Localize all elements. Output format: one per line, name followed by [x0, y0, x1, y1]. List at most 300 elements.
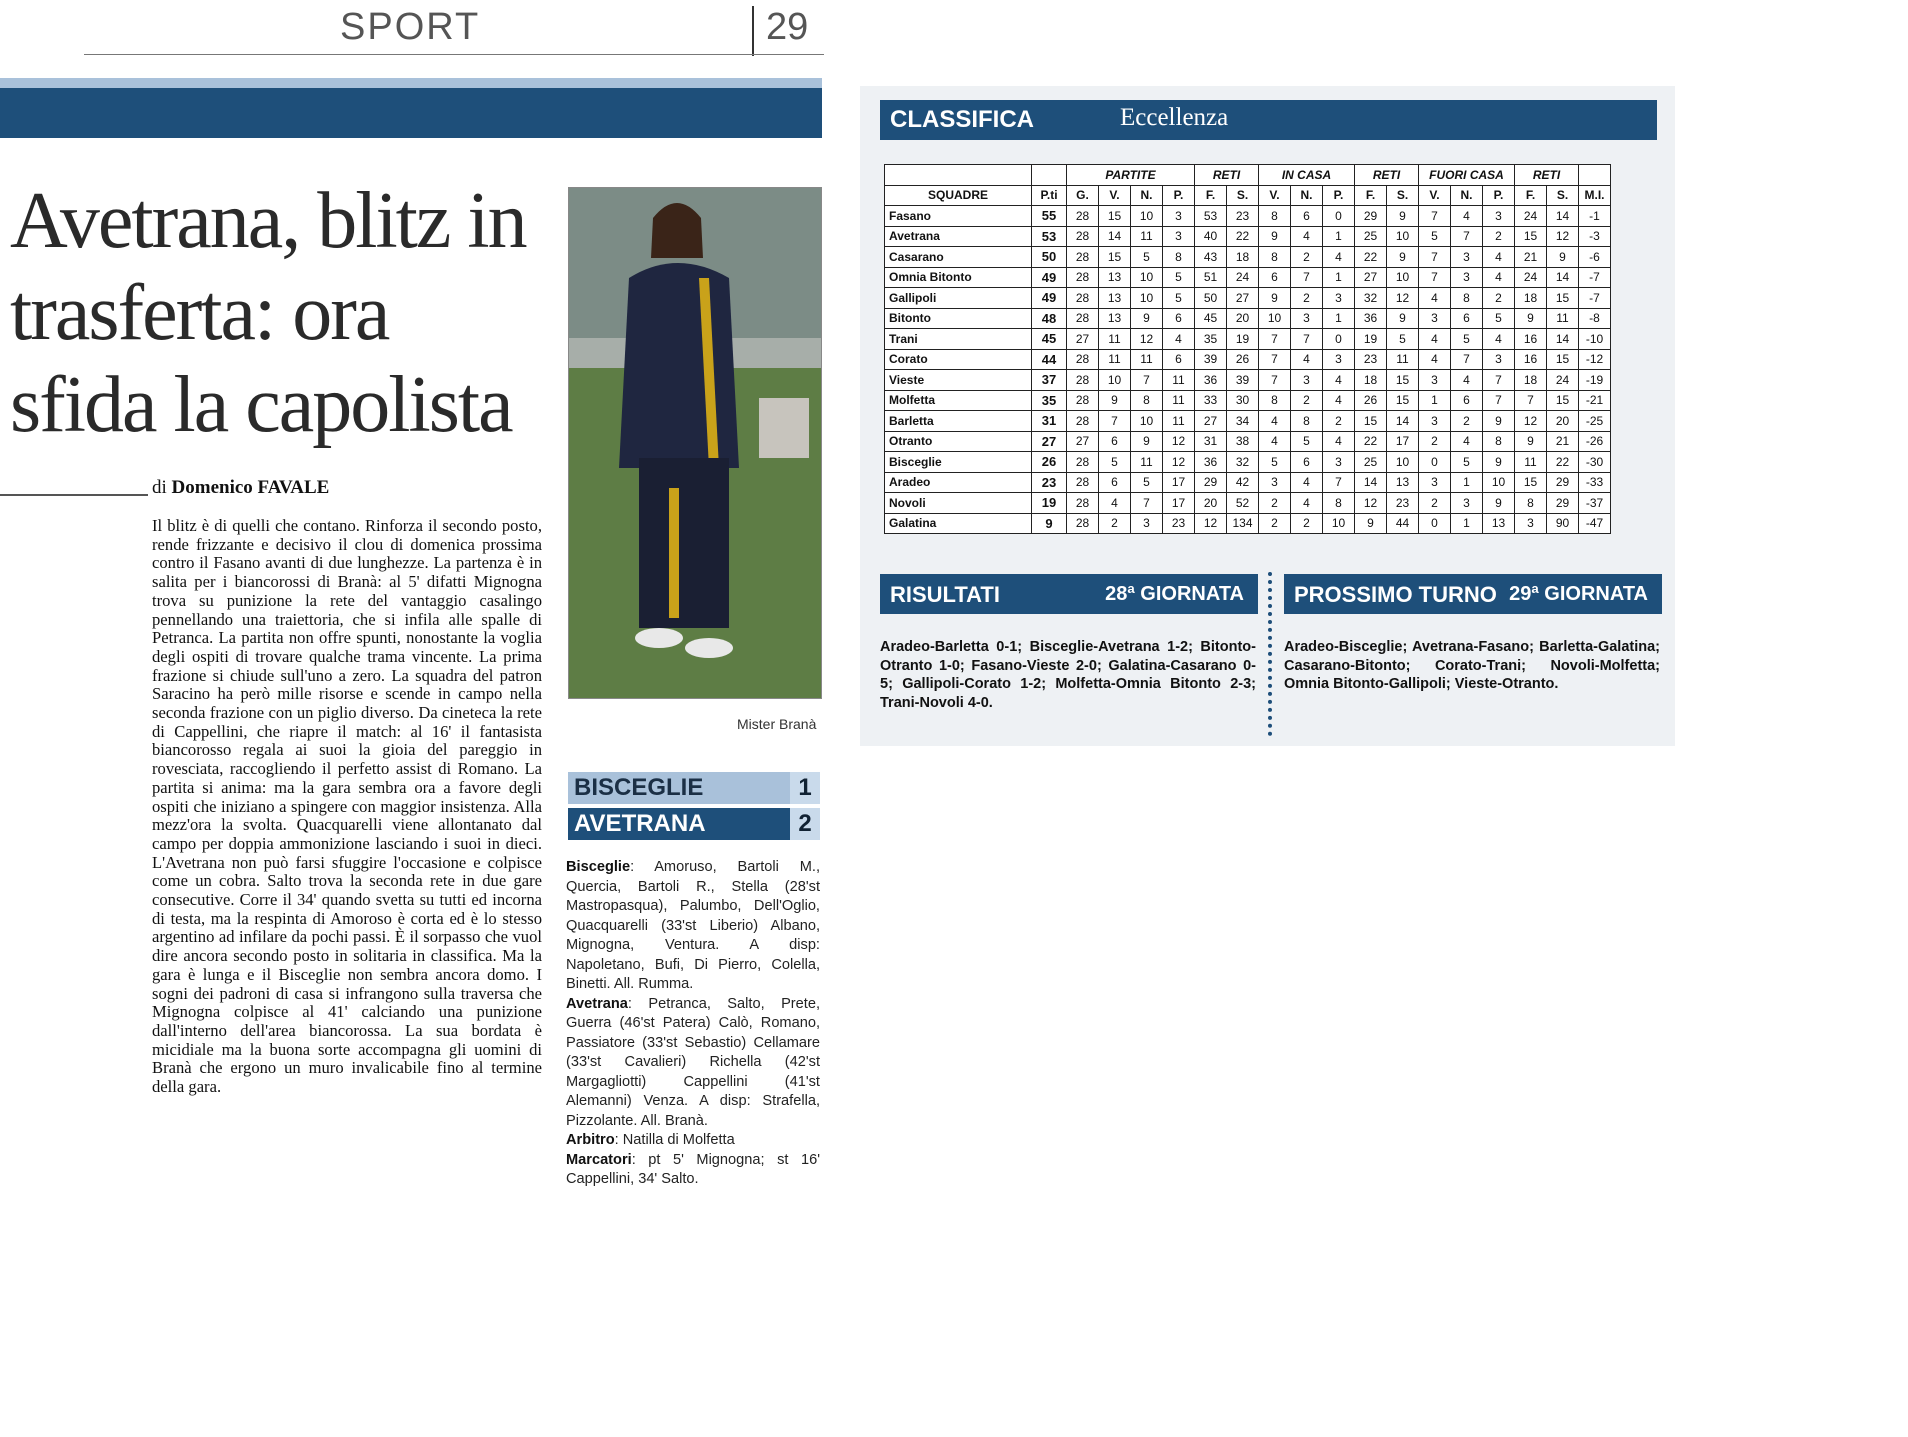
points-cell: 26 — [1032, 452, 1067, 473]
stat-cell: 34 — [1227, 411, 1259, 432]
stat-cell: 16 — [1515, 349, 1547, 370]
stat-cell: 6 — [1099, 472, 1131, 493]
stat-cell: 13 — [1099, 288, 1131, 309]
column-header: V. — [1099, 185, 1131, 206]
stat-cell: 23 — [1163, 513, 1195, 534]
stat-cell: 9 — [1387, 308, 1419, 329]
stat-cell: 17 — [1387, 431, 1419, 452]
stat-cell: 10 — [1387, 226, 1419, 247]
stat-cell: 23 — [1387, 493, 1419, 514]
stat-cell: 11 — [1131, 226, 1163, 247]
stat-cell: 2 — [1291, 247, 1323, 268]
table-row — [885, 513, 1611, 534]
stat-cell: 35 — [1195, 329, 1227, 350]
referee-label: Arbitro — [566, 1132, 615, 1148]
stat-cell: 31 — [1195, 431, 1227, 452]
column-header-row — [885, 185, 1611, 206]
stat-cell: 25 — [1355, 226, 1387, 247]
stat-cell: 5 — [1451, 452, 1483, 473]
stat-cell: 5 — [1099, 452, 1131, 473]
stat-cell: 9 — [1547, 247, 1579, 268]
stat-cell: 2 — [1419, 493, 1451, 514]
stat-cell: 16 — [1515, 329, 1547, 350]
column-header: P. — [1483, 185, 1515, 206]
decorative-band — [0, 88, 822, 138]
points-cell: 44 — [1032, 349, 1067, 370]
column-header: N. — [1451, 185, 1483, 206]
stat-cell: 26 — [1227, 349, 1259, 370]
group-header-empty — [1032, 165, 1067, 186]
stat-cell: 4 — [1451, 431, 1483, 452]
stat-cell: 13 — [1099, 267, 1131, 288]
stat-cell: 12 — [1387, 288, 1419, 309]
stat-cell: 10 — [1483, 472, 1515, 493]
stat-cell: 5 — [1163, 288, 1195, 309]
stat-cell: 2 — [1291, 288, 1323, 309]
stat-cell: 22 — [1547, 452, 1579, 473]
scorers — [566, 1151, 820, 1190]
stat-cell: 3 — [1131, 513, 1163, 534]
stat-cell: 14 — [1387, 411, 1419, 432]
stat-cell: 28 — [1067, 308, 1099, 329]
team-name-cell: Gallipoli — [885, 288, 1032, 309]
points-cell: 48 — [1032, 308, 1067, 329]
stat-cell: 27 — [1227, 288, 1259, 309]
stat-cell: 40 — [1195, 226, 1227, 247]
stat-cell: 3 — [1163, 226, 1195, 247]
stat-cell: 3 — [1451, 493, 1483, 514]
stat-cell: 4 — [1483, 329, 1515, 350]
column-header: S. — [1227, 185, 1259, 206]
photo-caption: Mister Branà — [737, 716, 817, 732]
stat-cell: 5 — [1483, 308, 1515, 329]
stat-cell: 3 — [1419, 472, 1451, 493]
stat-cell: 2 — [1259, 493, 1291, 514]
stat-cell: 9 — [1515, 431, 1547, 452]
team-name-cell: Galatina — [885, 513, 1032, 534]
stat-cell: 38 — [1227, 431, 1259, 452]
stat-cell: 4 — [1291, 349, 1323, 370]
stat-cell: 9 — [1099, 390, 1131, 411]
stat-cell: 39 — [1227, 370, 1259, 391]
table-row — [885, 308, 1611, 329]
stat-cell: 9 — [1483, 493, 1515, 514]
stat-cell: 15 — [1547, 349, 1579, 370]
stat-cell: 15 — [1387, 390, 1419, 411]
stat-cell: 14 — [1547, 206, 1579, 227]
stat-cell: 2 — [1419, 431, 1451, 452]
stat-cell: 7 — [1451, 349, 1483, 370]
stat-cell: 7 — [1419, 247, 1451, 268]
stat-cell: 20 — [1547, 411, 1579, 432]
stat-cell: 8 — [1291, 411, 1323, 432]
stat-cell: 23 — [1355, 349, 1387, 370]
stat-cell: 4 — [1259, 411, 1291, 432]
stat-cell: 27 — [1355, 267, 1387, 288]
stat-cell: 4 — [1323, 370, 1355, 391]
stat-cell: 20 — [1195, 493, 1227, 514]
table-row — [885, 267, 1611, 288]
stat-cell: -7 — [1579, 267, 1611, 288]
stat-cell: 9 — [1131, 431, 1163, 452]
stat-cell: 9 — [1259, 226, 1291, 247]
stat-cell: 28 — [1067, 267, 1099, 288]
stat-cell: 7 — [1259, 349, 1291, 370]
standings-table — [884, 164, 1611, 534]
column-header: F. — [1195, 185, 1227, 206]
away-lineup-label: Avetrana — [566, 995, 628, 1012]
stat-cell: 3 — [1323, 349, 1355, 370]
stat-cell: 15 — [1099, 206, 1131, 227]
team-name-cell: Casarano — [885, 247, 1032, 268]
table-row — [885, 452, 1611, 473]
stat-cell: 12 — [1131, 329, 1163, 350]
stat-cell: 4 — [1483, 247, 1515, 268]
away-team-goals: 2 — [790, 808, 820, 840]
points-cell: 49 — [1032, 288, 1067, 309]
stat-cell: 14 — [1547, 329, 1579, 350]
stat-cell: 6 — [1163, 349, 1195, 370]
stat-cell: 29 — [1547, 493, 1579, 514]
points-cell: 50 — [1032, 247, 1067, 268]
stat-cell: -25 — [1579, 411, 1611, 432]
stat-cell: 10 — [1131, 288, 1163, 309]
stat-cell: 4 — [1419, 349, 1451, 370]
next-round-round: 29ª GIORNATA — [1509, 583, 1648, 605]
stat-cell: 3 — [1419, 370, 1451, 391]
table-row — [885, 431, 1611, 452]
table-row — [885, 206, 1611, 227]
stat-cell: 25 — [1355, 452, 1387, 473]
stat-cell: 28 — [1067, 247, 1099, 268]
stat-cell: 6 — [1451, 390, 1483, 411]
stat-cell: 12 — [1163, 431, 1195, 452]
group-header: RETI — [1515, 165, 1579, 186]
results-round: 28ª GIORNATA — [1105, 583, 1244, 605]
team-name-cell: Novoli — [885, 493, 1032, 514]
points-cell: 37 — [1032, 370, 1067, 391]
stat-cell: 1 — [1451, 513, 1483, 534]
points-cell: 35 — [1032, 390, 1067, 411]
column-header: SQUADRE — [885, 185, 1032, 206]
stat-cell: 7 — [1419, 267, 1451, 288]
team-name-cell: Molfetta — [885, 390, 1032, 411]
team-name-cell: Vieste — [885, 370, 1032, 391]
column-header: N. — [1291, 185, 1323, 206]
results-bar — [880, 574, 1258, 614]
stat-cell: -3 — [1579, 226, 1611, 247]
stat-cell: -37 — [1579, 493, 1611, 514]
stat-cell: 2 — [1291, 513, 1323, 534]
stat-cell: 1 — [1323, 226, 1355, 247]
stat-cell: 8 — [1515, 493, 1547, 514]
stat-cell: 0 — [1323, 206, 1355, 227]
stat-cell: 7 — [1515, 390, 1547, 411]
stat-cell: 15 — [1547, 390, 1579, 411]
next-round-title: PROSSIMO TURNO — [1294, 582, 1497, 607]
stat-cell: 6 — [1163, 308, 1195, 329]
stat-cell: 4 — [1099, 493, 1131, 514]
stat-cell: 3 — [1163, 206, 1195, 227]
stat-cell: 3 — [1451, 247, 1483, 268]
coach-photo-illustration — [569, 188, 821, 698]
stat-cell: 90 — [1547, 513, 1579, 534]
stat-cell: 6 — [1099, 431, 1131, 452]
group-header-empty — [885, 165, 1032, 186]
stat-cell: 7 — [1323, 472, 1355, 493]
stat-cell: 15 — [1515, 226, 1547, 247]
team-name-cell: Bisceglie — [885, 452, 1032, 473]
column-header: P. — [1323, 185, 1355, 206]
stat-cell: 8 — [1131, 390, 1163, 411]
stat-cell: 27 — [1195, 411, 1227, 432]
stat-cell: 29 — [1547, 472, 1579, 493]
scorers-text: : pt 5' Mignogna; st 16' Cappellini, 34' Salto. — [566, 1151, 820, 1187]
group-header: PARTITE — [1067, 165, 1195, 186]
stat-cell: 8 — [1483, 431, 1515, 452]
stat-cell: 7 — [1483, 370, 1515, 391]
stat-cell: 4 — [1323, 431, 1355, 452]
stat-cell: 52 — [1227, 493, 1259, 514]
stat-cell: 4 — [1483, 267, 1515, 288]
stat-cell: 6 — [1291, 206, 1323, 227]
stat-cell: 4 — [1419, 329, 1451, 350]
stat-cell: 0 — [1419, 452, 1451, 473]
stat-cell: 28 — [1067, 349, 1099, 370]
stat-cell: 7 — [1131, 370, 1163, 391]
stat-cell: 0 — [1323, 329, 1355, 350]
away-team-name: AVETRANA — [574, 810, 706, 837]
stat-cell: 7 — [1483, 390, 1515, 411]
home-lineup-label: Bisceglie — [566, 859, 631, 875]
stat-cell: 0 — [1419, 513, 1451, 534]
stat-cell: 11 — [1131, 452, 1163, 473]
page-number: 29 — [752, 6, 808, 56]
stat-cell: 3 — [1291, 370, 1323, 391]
byline-prefix: di — [152, 477, 167, 498]
group-header: IN CASA — [1259, 165, 1355, 186]
stat-cell: 15 — [1387, 370, 1419, 391]
header-rule — [84, 54, 824, 55]
stat-cell: 7 — [1291, 329, 1323, 350]
stat-cell: 4 — [1291, 472, 1323, 493]
stat-cell: 1 — [1419, 390, 1451, 411]
stat-cell: 2 — [1099, 513, 1131, 534]
dotted-divider — [1268, 572, 1272, 736]
stat-cell: 11 — [1099, 349, 1131, 370]
stat-cell: 8 — [1259, 206, 1291, 227]
author-name: Domenico FAVALE — [171, 477, 330, 498]
stat-cell: -7 — [1579, 288, 1611, 309]
points-cell: 49 — [1032, 267, 1067, 288]
stat-cell: 28 — [1067, 411, 1099, 432]
stat-cell: 28 — [1067, 288, 1099, 309]
stat-cell: 7 — [1131, 493, 1163, 514]
stat-cell: 33 — [1195, 390, 1227, 411]
stat-cell: 12 — [1515, 411, 1547, 432]
stat-cell: 5 — [1131, 247, 1163, 268]
stat-cell: 24 — [1515, 267, 1547, 288]
referee — [566, 1131, 820, 1151]
column-header: S. — [1547, 185, 1579, 206]
points-cell: 45 — [1032, 329, 1067, 350]
stat-cell: 4 — [1291, 226, 1323, 247]
stat-cell: 19 — [1227, 329, 1259, 350]
stat-cell: 15 — [1355, 411, 1387, 432]
stat-cell: 15 — [1099, 247, 1131, 268]
stat-cell: -10 — [1579, 329, 1611, 350]
stat-cell: 14 — [1355, 472, 1387, 493]
stat-cell: 17 — [1163, 493, 1195, 514]
stat-cell: 28 — [1067, 370, 1099, 391]
article-body: Il blitz è di quelli che contano. Rinforza il secondo posto, rende frizzante e decisivo il clou di domenica prossima contro il Fasano avanti di due lunghezze. La partenza è in salita per i biancorossi di Branà: al 5' difatti Mignogna trova su punizione la rete del vantaggio casalingo pennellando una traiettoria, che si infila alle spalle di Petranca. La partita non offre spunti, nonostante la voglia degli ospiti di trovare qualche trama vincente. La prima frazione si chiude sull'uno a zero. La squadra del patron Saracino ha però mille risorse e scende in campo nella seconda frazione con un piglio diverso. Da cineteca la rete di Cappellini, che riapre il match: al 16' il fantasista biancorosso regala ai suoi la gioia del pareggio in rovesciata, raccogliendo il perfetto assist di Romano. La partita si anima: ma la gara sembra ora a favore degli ospiti che iniziano a spingere con maggior insistenza. Alla mezz'ora la svolta. Quacquarelli viene allontanato dal campo per doppia ammonizione lasciando i suoi in dieci. L'Avetrana non può farsi sfuggire l'occasione e colpisce come un cobra. Salto trova la seconda rete in due gare consecutive. Corre il 34' quando svetta su tutti ed incorna di testa, ma la respinta di Amoroso è corta ed è lo stesso argentino ad infilare da pochi passi. È il sorpasso che vuol dire ancora secondo posto in solitaria in classifica. Ma la gara è lunga e il Bisceglie non sembra ancora domo. I sogni dei padroni di casa si infrangono sulla traversa che Mignogna colpisce al 41' calciando una punizione dall'interno dell'area biancorossa. La sua bordata è micidiale ma la buona sorte accompagna gli uomini di Branà che ergono un muro invalicabile fino al termine della gara. — [152, 516, 542, 1097]
section-name: SPORT — [340, 6, 481, 48]
table-row — [885, 288, 1611, 309]
stat-cell: 11 — [1547, 308, 1579, 329]
stat-cell: 8 — [1259, 390, 1291, 411]
stat-cell: 4 — [1451, 206, 1483, 227]
results-title: RISULTATI — [890, 582, 1000, 607]
stat-cell: -33 — [1579, 472, 1611, 493]
stat-cell: 12 — [1547, 226, 1579, 247]
stat-cell: 23 — [1227, 206, 1259, 227]
stat-cell: 6 — [1291, 452, 1323, 473]
stat-cell: 9 — [1387, 247, 1419, 268]
scorers-label: Marcatori — [566, 1151, 632, 1168]
stat-cell: 28 — [1067, 206, 1099, 227]
stat-cell: 7 — [1259, 329, 1291, 350]
team-name-cell: Trani — [885, 329, 1032, 350]
stat-cell: 5 — [1451, 329, 1483, 350]
next-round-text: Aradeo-Bisceglie; Avetrana-Fasano; Barletta-Galatina; Casarano-Bitonto; Corato-Trani; Novoli-Molfetta; Omnia Bitonto-Gallipoli; Vieste-Otranto. — [1284, 639, 1660, 692]
stat-cell: 28 — [1067, 390, 1099, 411]
stat-cell: 3 — [1323, 288, 1355, 309]
stat-cell: 5 — [1259, 452, 1291, 473]
stat-cell: 20 — [1227, 308, 1259, 329]
stat-cell: 13 — [1099, 308, 1131, 329]
stat-cell: 2 — [1451, 411, 1483, 432]
table-row — [885, 472, 1611, 493]
stat-cell: 3 — [1291, 308, 1323, 329]
stat-cell: 18 — [1355, 370, 1387, 391]
stat-cell: 51 — [1195, 267, 1227, 288]
stat-cell: -21 — [1579, 390, 1611, 411]
byline-rule — [0, 494, 148, 496]
stat-cell: 9 — [1259, 288, 1291, 309]
team-name-cell: Otranto — [885, 431, 1032, 452]
points-cell: 19 — [1032, 493, 1067, 514]
stat-cell: 42 — [1227, 472, 1259, 493]
stat-cell: 24 — [1547, 370, 1579, 391]
stat-cell: 13 — [1387, 472, 1419, 493]
stat-cell: 10 — [1131, 267, 1163, 288]
stat-cell: 4 — [1259, 431, 1291, 452]
stat-cell: 3 — [1451, 267, 1483, 288]
stat-cell: 5 — [1163, 267, 1195, 288]
stat-cell: 28 — [1067, 493, 1099, 514]
table-row — [885, 226, 1611, 247]
stat-cell: 53 — [1195, 206, 1227, 227]
stat-cell: 10 — [1131, 411, 1163, 432]
standings-panel — [860, 86, 1675, 746]
stat-cell: 11 — [1163, 370, 1195, 391]
stat-cell: 7 — [1451, 226, 1483, 247]
column-header: F. — [1355, 185, 1387, 206]
team-name-cell: Omnia Bitonto — [885, 267, 1032, 288]
home-team-name: BISCEGLIE — [574, 774, 704, 801]
team-name-cell: Barletta — [885, 411, 1032, 432]
stat-cell: 10 — [1259, 308, 1291, 329]
stat-cell: 15 — [1547, 288, 1579, 309]
stat-cell: 39 — [1195, 349, 1227, 370]
score-row-away — [568, 808, 820, 840]
score-row-home — [568, 772, 820, 804]
stat-cell: 1 — [1323, 267, 1355, 288]
stat-cell: 11 — [1163, 390, 1195, 411]
stat-cell: 9 — [1131, 308, 1163, 329]
stat-cell: -8 — [1579, 308, 1611, 329]
stat-cell: 44 — [1387, 513, 1419, 534]
stat-cell: 11 — [1515, 452, 1547, 473]
points-cell: 55 — [1032, 206, 1067, 227]
home-team-goals: 1 — [790, 772, 820, 804]
stat-cell: 10 — [1387, 267, 1419, 288]
stat-cell: 36 — [1355, 308, 1387, 329]
stat-cell: 50 — [1195, 288, 1227, 309]
stat-cell: 8 — [1323, 493, 1355, 514]
team-name-cell: Bitonto — [885, 308, 1032, 329]
stat-cell: 3 — [1483, 349, 1515, 370]
points-cell: 23 — [1032, 472, 1067, 493]
stat-cell: 18 — [1227, 247, 1259, 268]
stat-cell: -26 — [1579, 431, 1611, 452]
next-round-bar — [1284, 574, 1662, 614]
stat-cell: 27 — [1067, 329, 1099, 350]
stat-cell: 15 — [1515, 472, 1547, 493]
stat-cell: 18 — [1515, 370, 1547, 391]
stat-cell: -12 — [1579, 349, 1611, 370]
stat-cell: 8 — [1259, 247, 1291, 268]
stat-cell: -47 — [1579, 513, 1611, 534]
stat-cell: 3 — [1419, 411, 1451, 432]
stat-cell: 10 — [1387, 452, 1419, 473]
column-header: P. — [1163, 185, 1195, 206]
stat-cell: 11 — [1163, 411, 1195, 432]
stat-cell: 28 — [1067, 513, 1099, 534]
referee-text: : Natilla di Molfetta — [614, 1132, 735, 1148]
points-cell: 9 — [1032, 513, 1067, 534]
stat-cell: 9 — [1387, 206, 1419, 227]
table-row — [885, 370, 1611, 391]
stat-cell: 28 — [1067, 472, 1099, 493]
stat-cell: 134 — [1227, 513, 1259, 534]
away-lineup — [566, 995, 820, 1132]
stat-cell: 32 — [1227, 452, 1259, 473]
stat-cell: 4 — [1451, 370, 1483, 391]
stat-cell: 36 — [1195, 370, 1227, 391]
group-header: RETI — [1195, 165, 1259, 186]
stat-cell: 27 — [1067, 431, 1099, 452]
stat-cell: 12 — [1355, 493, 1387, 514]
group-header-empty — [1579, 165, 1611, 186]
stat-cell: 14 — [1547, 267, 1579, 288]
column-header: P.ti — [1032, 185, 1067, 206]
stat-cell: 7 — [1259, 370, 1291, 391]
stat-cell: 29 — [1355, 206, 1387, 227]
table-row — [885, 329, 1611, 350]
stat-cell: 4 — [1323, 247, 1355, 268]
stat-cell: 5 — [1419, 226, 1451, 247]
